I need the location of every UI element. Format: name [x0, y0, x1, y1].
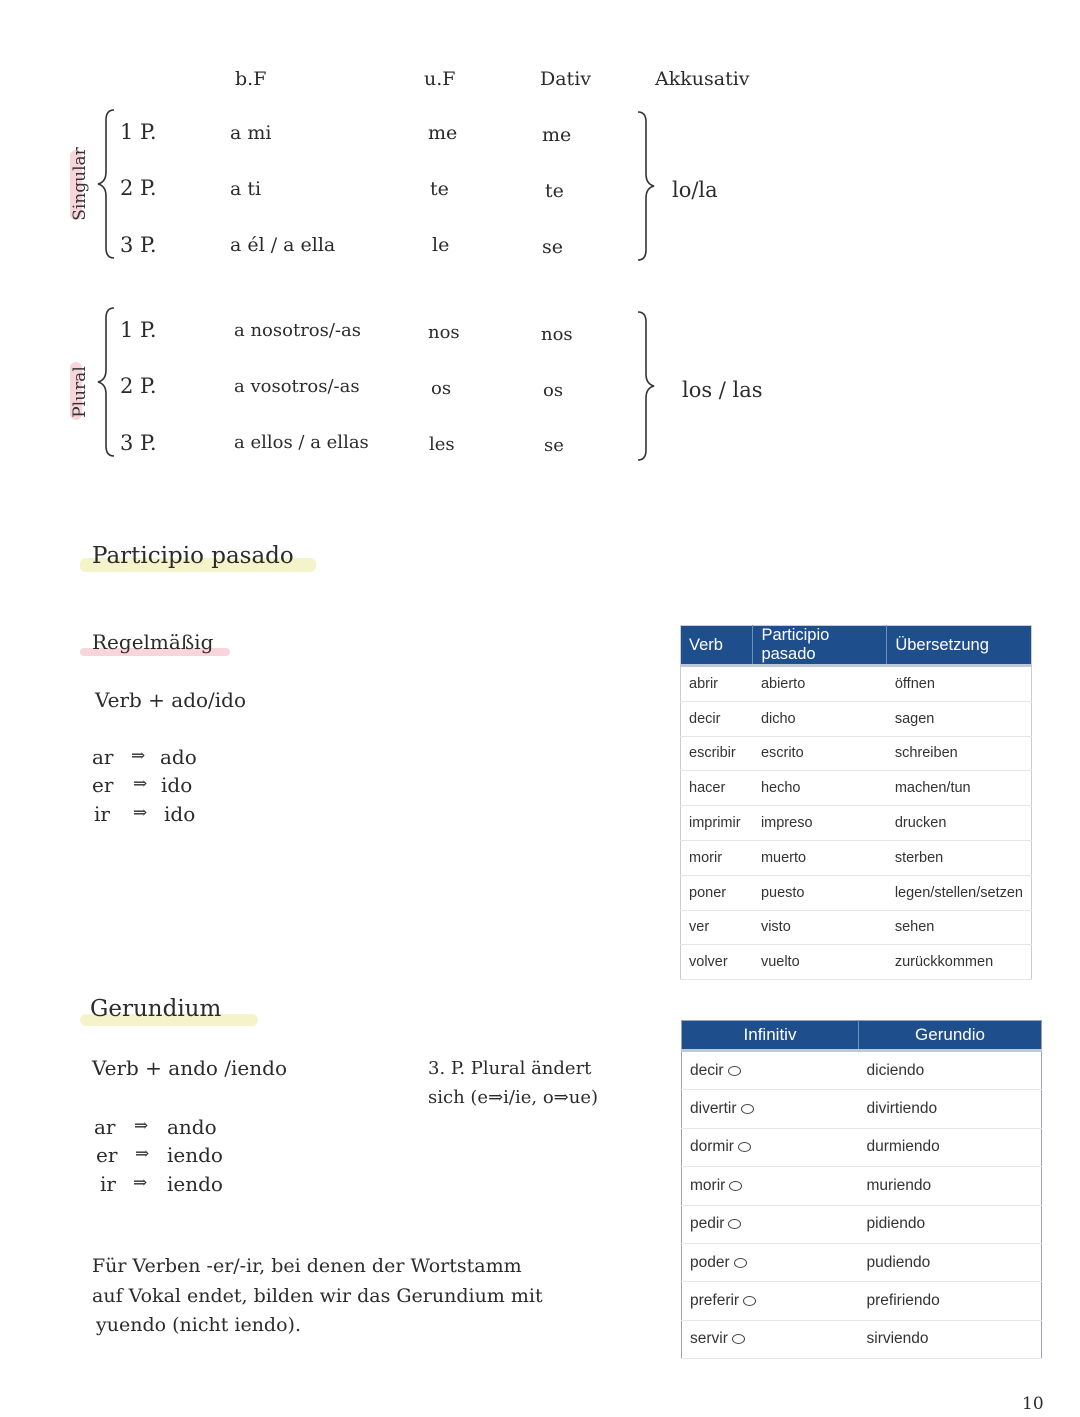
gerund-cell: sirviendo: [859, 1320, 1042, 1358]
table-row: [681, 771, 1032, 806]
infinitive-cell: [682, 1282, 859, 1320]
table-row: [682, 1243, 1042, 1281]
participle-cell: muerto: [753, 840, 887, 875]
participle-cell: hecho: [753, 771, 887, 806]
gerundium-footnote-line2: auf Vokal endet, bilden wir das Gerundium mit: [92, 1285, 543, 1307]
verb-cell: escribir: [681, 736, 753, 771]
participle-cell: visto: [753, 910, 887, 945]
infinitive-cell: [682, 1205, 859, 1243]
infinitive-cell: [682, 1167, 859, 1205]
participio-ending-to-1: ado: [160, 745, 197, 769]
pl-uf-3: les: [429, 434, 455, 455]
gerundio-table-header-row: [682, 1021, 1042, 1051]
sg-uf-3: le: [432, 234, 450, 256]
pl-uf-2: os: [431, 378, 452, 399]
gerundium-footnote-line1: Für Verben -er/-ir, bei denen der Wortstamm: [92, 1255, 522, 1277]
translation-cell: zurückkommen: [887, 945, 1032, 980]
gerundium-ending-to-3: iendo: [167, 1172, 223, 1196]
table-row: [681, 840, 1032, 875]
translation-cell: sagen: [887, 701, 1032, 736]
plural-right-brace: [636, 310, 658, 462]
pl-person-2: 2 P.: [120, 374, 157, 398]
plural-left-brace: [94, 306, 118, 458]
sg-person-3: 3 P.: [120, 233, 157, 257]
participio-ending-to-3: ido: [164, 802, 196, 826]
singular-right-brace: [636, 110, 658, 262]
infinitive-cell: [682, 1090, 859, 1128]
sg-person-1: 1 P.: [120, 120, 157, 144]
speech-bubble-icon: [743, 1296, 756, 1306]
verb-cell: imprimir: [681, 806, 753, 841]
participio-ending-from-1: ar: [92, 745, 114, 769]
pl-bf-3: a ellos / a ellas: [234, 432, 369, 453]
pl-person-3: 3 P.: [120, 431, 157, 455]
participio-ending-arrow-2: ⇒: [133, 774, 148, 794]
gerundium-ending-from-1: ar: [94, 1115, 116, 1139]
sg-uf-1: me: [428, 122, 458, 144]
participle-cell: escrito: [753, 736, 887, 771]
translation-cell: machen/tun: [887, 771, 1032, 806]
pl-bf-2: a vosotros/-as: [234, 376, 360, 397]
verb-cell: ver: [681, 910, 753, 945]
table-row: [682, 1090, 1042, 1128]
translation-cell: sterben: [887, 840, 1032, 875]
table-row: [682, 1320, 1042, 1358]
table-row: [682, 1051, 1042, 1090]
gerundio-col-infinitiv: Infinitiv: [682, 1021, 859, 1051]
table-row: [682, 1282, 1042, 1320]
verb-cell: volver: [681, 945, 753, 980]
plural-label: Plural: [70, 366, 90, 418]
sg-dativ-1: me: [542, 124, 572, 146]
participio-ending-arrow-1: ⇒: [131, 746, 146, 766]
pl-akkusativ: los / las: [682, 378, 763, 402]
pl-bf-1: a nosotros/-as: [234, 320, 361, 341]
participle-cell: puesto: [753, 875, 887, 910]
gerundium-ending-to-1: ando: [167, 1115, 217, 1139]
speech-bubble-icon: [728, 1066, 741, 1076]
pl-dativ-3: se: [544, 435, 564, 456]
sg-bf-1: a mi: [230, 122, 272, 144]
verb-cell: morir: [681, 840, 753, 875]
gerund-cell: muriendo: [859, 1167, 1042, 1205]
participio-ending-to-2: ido: [161, 773, 193, 797]
table-row: [681, 736, 1032, 771]
participio-col-participio: Participio pasado: [753, 626, 887, 666]
infinitive-text: pedir: [690, 1215, 725, 1233]
gerundium-ending-from-2: er: [96, 1143, 118, 1167]
participio-rule: Verb + ado/ido: [95, 688, 247, 712]
singular-label: Singular: [70, 147, 90, 221]
gerundium-ending-arrow-2: ⇒: [135, 1144, 150, 1164]
gerundium-note-line1: 3. P. Plural ändert: [428, 1058, 592, 1079]
gerund-cell: diciendo: [859, 1051, 1042, 1090]
participle-cell: abierto: [753, 666, 887, 702]
participio-ending-arrow-3: ⇒: [133, 803, 148, 823]
table-row: [681, 666, 1032, 702]
gerund-cell: durmiendo: [859, 1128, 1042, 1166]
infinitive-text: poder: [690, 1253, 730, 1271]
sg-dativ-2: te: [545, 180, 564, 202]
participio-ending-from-2: er: [92, 773, 114, 797]
gerundium-title: Gerundium: [90, 996, 222, 1022]
gerundio-col-gerundio: Gerundio: [859, 1021, 1042, 1051]
gerundium-footnote-line3: yuendo (nicht iendo).: [96, 1314, 301, 1336]
gerund-cell: pudiendo: [859, 1243, 1042, 1281]
page-number: 10: [1022, 1394, 1044, 1414]
participio-title: Participio pasado: [92, 543, 294, 569]
singular-left-brace: [94, 108, 118, 260]
gerundium-note-line2: sich (e⇒i/ie, o⇒ue): [428, 1087, 599, 1108]
sg-person-2: 2 P.: [120, 176, 157, 200]
table-row: [681, 910, 1032, 945]
translation-cell: schreiben: [887, 736, 1032, 771]
gerundium-ending-to-2: iendo: [167, 1143, 223, 1167]
gerundium-rule: Verb + ando /iendo: [92, 1056, 287, 1080]
participle-cell: impreso: [753, 806, 887, 841]
regular-heading: Regelmäßig: [92, 630, 214, 654]
sg-akkusativ: lo/la: [672, 178, 718, 202]
header-dativ: Dativ: [540, 68, 592, 90]
speech-bubble-icon: [728, 1219, 741, 1229]
sg-bf-2: a ti: [230, 178, 262, 200]
table-row: [681, 806, 1032, 841]
speech-bubble-icon: [734, 1258, 747, 1268]
speech-bubble-icon: [738, 1142, 751, 1152]
translation-cell: sehen: [887, 910, 1032, 945]
gerundium-ending-from-3: ir: [100, 1172, 116, 1196]
speech-bubble-icon: [732, 1334, 745, 1344]
participle-cell: dicho: [753, 701, 887, 736]
pl-dativ-2: os: [543, 380, 564, 401]
translation-cell: drucken: [887, 806, 1032, 841]
speech-bubble-icon: [741, 1104, 754, 1114]
infinitive-text: divertir: [690, 1100, 737, 1118]
header-uf: u.F: [424, 68, 456, 90]
table-row: [682, 1167, 1042, 1205]
gerund-cell: prefiriendo: [859, 1282, 1042, 1320]
header-bf: b.F: [235, 68, 267, 90]
sg-dativ-3: se: [542, 236, 563, 258]
verb-cell: hacer: [681, 771, 753, 806]
participio-table: [680, 625, 1032, 980]
infinitive-cell: [682, 1243, 859, 1281]
pl-uf-1: nos: [428, 322, 460, 343]
gerundium-ending-arrow-1: ⇒: [134, 1116, 149, 1136]
gerund-cell: pidiendo: [859, 1205, 1042, 1243]
translation-cell: öffnen: [887, 666, 1032, 702]
pl-person-1: 1 P.: [120, 318, 157, 342]
infinitive-text: preferir: [690, 1292, 740, 1310]
translation-cell: legen/stellen/setzen: [887, 875, 1032, 910]
infinitive-cell: [682, 1051, 859, 1090]
participio-ending-from-3: ir: [94, 802, 110, 826]
verb-cell: poner: [681, 875, 753, 910]
table-row: [682, 1205, 1042, 1243]
gerund-cell: divirtiendo: [859, 1090, 1042, 1128]
infinitive-text: morir: [690, 1176, 726, 1194]
pl-dativ-1: nos: [541, 324, 573, 345]
participio-col-translation: Übersetzung: [887, 626, 1032, 666]
speech-bubble-icon: [729, 1181, 742, 1191]
table-row: [681, 701, 1032, 736]
gerundium-ending-arrow-3: ⇒: [133, 1173, 148, 1193]
table-row: [681, 875, 1032, 910]
infinitive-text: decir: [690, 1061, 724, 1079]
participio-col-verb: Verb: [681, 626, 753, 666]
gerundio-table: [681, 1020, 1042, 1359]
sg-bf-3: a él / a ella: [230, 234, 336, 256]
verb-cell: abrir: [681, 666, 753, 702]
verb-cell: decir: [681, 701, 753, 736]
sg-uf-2: te: [430, 178, 449, 200]
participio-table-header-row: [681, 626, 1032, 666]
participle-cell: vuelto: [753, 945, 887, 980]
infinitive-cell: [682, 1320, 859, 1358]
table-row: [681, 945, 1032, 980]
infinitive-text: servir: [690, 1330, 728, 1348]
table-row: [682, 1128, 1042, 1166]
header-akkusativ: Akkusativ: [655, 68, 750, 90]
infinitive-cell: [682, 1128, 859, 1166]
infinitive-text: dormir: [690, 1138, 734, 1156]
